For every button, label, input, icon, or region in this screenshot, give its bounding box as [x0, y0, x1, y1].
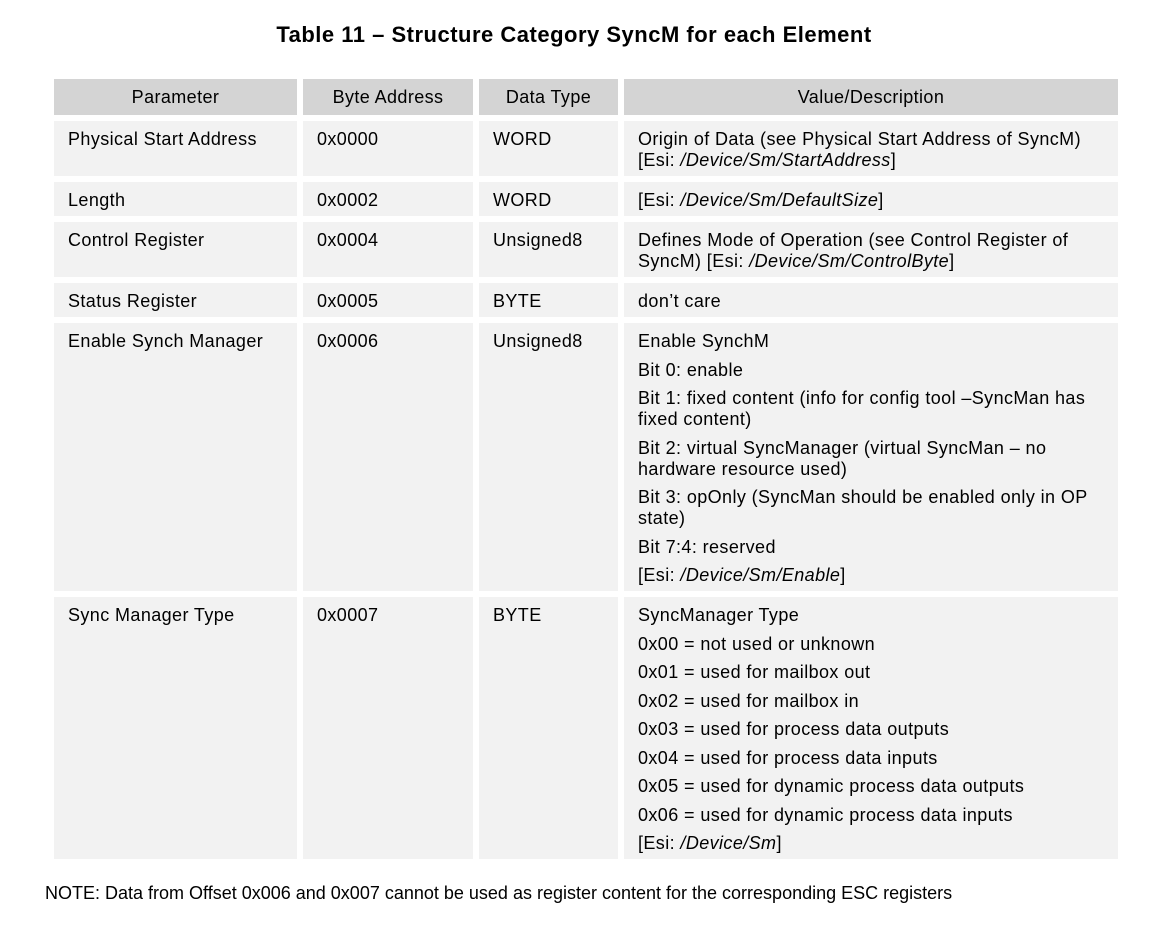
cell-byte-address: 0x0005	[303, 283, 473, 317]
description-text: [Esi:	[638, 833, 681, 853]
table-row	[54, 283, 1118, 317]
cell-data-type: WORD	[479, 182, 618, 216]
description-text: Defines Mode of Operation (see Control Register of SyncM) [Esi:	[638, 230, 1069, 271]
description-text: 0x04 = used for process data inputs	[638, 747, 938, 768]
description-line	[638, 719, 1110, 740]
description-text: 0x03 = used for process data outputs	[638, 719, 950, 739]
description-line	[638, 487, 1110, 529]
cell-parameter: Status Register	[54, 283, 297, 317]
table-row	[54, 597, 1118, 859]
description-text: 0x06 = used for dynamic process data inputs	[638, 804, 1013, 825]
header-value-description: Value/Description	[624, 79, 1118, 115]
description-text: ]	[840, 565, 846, 585]
description-text: don’t care	[638, 291, 722, 311]
table-row	[54, 222, 1118, 277]
description-text: Bit 3: opOnly (SyncMan should be enabled only in OP state)	[638, 487, 1088, 528]
cell-data-type: BYTE	[479, 597, 618, 859]
description-line	[638, 748, 1110, 769]
cell-value-description	[624, 222, 1118, 277]
cell-value-description	[624, 597, 1118, 859]
cell-parameter: Length	[54, 182, 297, 216]
cell-value-description	[624, 283, 1118, 317]
description-text: SyncManager Type	[638, 605, 800, 625]
description-line	[638, 190, 1110, 211]
description-line	[638, 331, 1110, 352]
cell-byte-address: 0x0004	[303, 222, 473, 277]
table-row	[54, 182, 1118, 216]
description-text: 0x02 = used for mailbox in	[638, 690, 860, 711]
description-line	[638, 833, 1110, 854]
cell-parameter: Physical Start Address	[54, 121, 297, 176]
header-parameter: Parameter	[54, 79, 297, 115]
syncm-structure-table	[48, 73, 1124, 865]
description-line	[638, 438, 1110, 480]
cell-byte-address: 0x0000	[303, 121, 473, 176]
cell-parameter: Enable Synch Manager	[54, 323, 297, 591]
description-text: 0x05 = used for dynamic process data outputs	[638, 776, 1025, 796]
description-text: ]	[890, 150, 897, 170]
description-line	[638, 662, 1110, 683]
description-text: 0x00 = not used or unknown	[638, 633, 876, 654]
header-byte-address: Byte Address	[303, 79, 473, 115]
footnote: NOTE: Data from Offset 0x006 and 0x007 cannot be used as register content for the corresponding ESC registers	[45, 883, 953, 903]
esi-path: /Device/Sm/DefaultSize	[680, 190, 879, 210]
cell-byte-address: 0x0007	[303, 597, 473, 859]
cell-parameter: Sync Manager Type	[54, 597, 297, 859]
description-line	[638, 565, 1110, 586]
esi-path: /Device/Sm/ControlByte	[749, 251, 950, 271]
description-line	[638, 537, 1110, 558]
cell-data-type: BYTE	[479, 283, 618, 317]
cell-parameter: Control Register	[54, 222, 297, 277]
description-text: Bit 2: virtual SyncManager (virtual SyncMan – no hardware resource used)	[638, 437, 1047, 479]
esi-path: /Device/Sm	[680, 833, 777, 853]
description-text: Bit 0: enable	[638, 359, 744, 380]
table-row	[54, 121, 1118, 176]
cell-data-type: Unsigned8	[479, 323, 618, 591]
table-row	[54, 323, 1118, 591]
cell-data-type: Unsigned8	[479, 222, 618, 277]
description-text: ]	[949, 251, 955, 271]
description-text: Bit 1: fixed content (info for config tool –SyncMan has fixed content)	[638, 388, 1086, 429]
description-text: ]	[776, 833, 782, 853]
description-text: Bit 7:4: reserved	[638, 536, 776, 557]
description-text: Enable SynchM	[638, 331, 770, 351]
description-text: 0x01 = used for mailbox out	[638, 662, 871, 682]
description-line	[638, 388, 1110, 430]
header-data-type: Data Type	[479, 79, 618, 115]
table-caption: Table 11 – Structure Category SyncM for each Element	[276, 22, 872, 47]
esi-path: /Device/Sm/Enable	[680, 565, 841, 585]
description-text: [Esi:	[638, 565, 681, 585]
description-line	[638, 691, 1110, 712]
cell-byte-address: 0x0006	[303, 323, 473, 591]
description-text: [Esi:	[638, 190, 681, 210]
cell-value-description	[624, 121, 1118, 176]
description-line	[638, 634, 1110, 655]
description-text: Origin of Data (see Physical Start Address of SyncM) [Esi:	[638, 129, 1081, 170]
description-line	[638, 805, 1110, 826]
description-line	[638, 291, 1110, 312]
table-body	[54, 121, 1118, 859]
description-text: ]	[878, 190, 884, 210]
cell-data-type: WORD	[479, 121, 618, 176]
esi-path: /Device/Sm/StartAddress	[680, 150, 891, 170]
description-line	[638, 360, 1110, 381]
cell-byte-address: 0x0002	[303, 182, 473, 216]
cell-value-description	[624, 323, 1118, 591]
description-line	[638, 129, 1110, 171]
description-line	[638, 776, 1110, 797]
cell-value-description	[624, 182, 1118, 216]
description-line	[638, 230, 1110, 272]
description-line	[638, 605, 1110, 626]
header-row	[54, 79, 1118, 115]
